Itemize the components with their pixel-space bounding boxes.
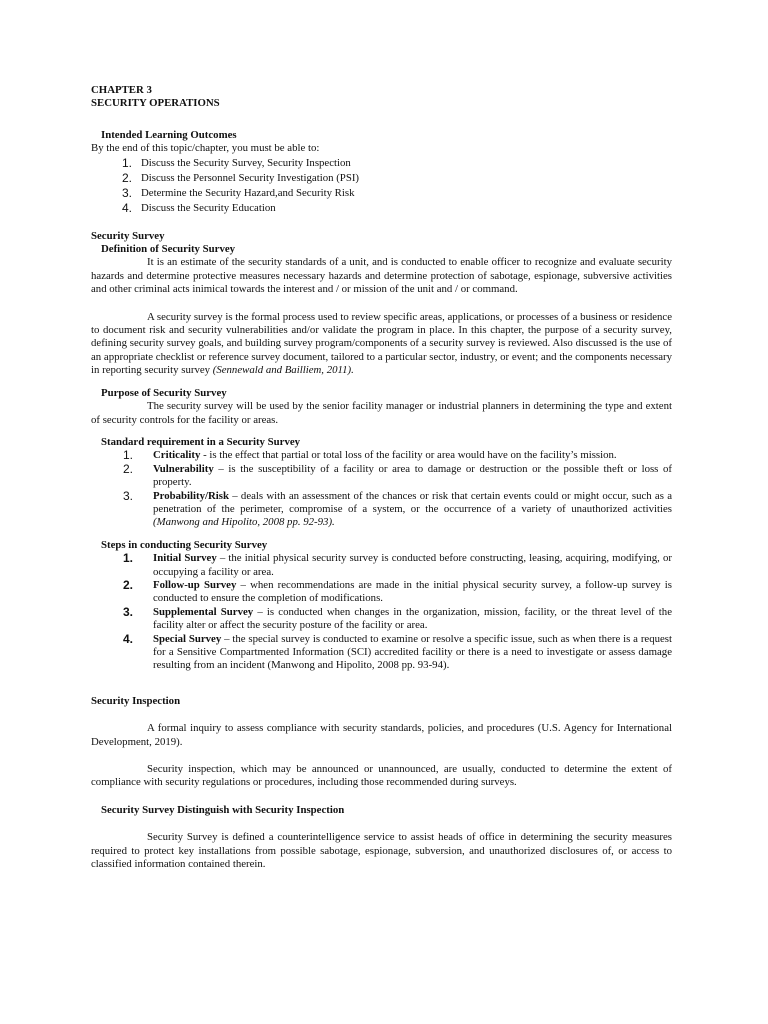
chapter-title: SECURITY OPERATIONS xyxy=(91,97,220,110)
list-number: 3. xyxy=(121,186,132,201)
list-item xyxy=(115,606,672,633)
list-number: 2. xyxy=(123,577,134,592)
list-item xyxy=(115,449,672,462)
list-item-text xyxy=(153,606,672,633)
list-item-text: Discuss the Personnel Security Investigation (PSI) xyxy=(141,172,360,185)
list-item-text xyxy=(153,633,672,673)
list-number: 2. xyxy=(123,461,134,476)
process-text: A security survey is the formal process used to review specific areas, applications, or processes of a business or residence to document risk and security vulnerabilities and/or validate the program in place. In this chapter, the purpose of a security survey, defining security survey goals, and building survey program/components of a security survey is reviewed. Also discussed is the use of an appropriate checklist or reference survey document, tailored to a particular sector, industry, or event; and the components necessary in reporting security survey xyxy=(91,310,672,377)
inspection-paragraph-2: Security inspection, which may be announced or unannounced, are usually, conducted to determine the extent of compliance with security regulations or procedures, including those recommended during surveys. xyxy=(91,763,672,789)
step-text: – the initial physical security survey is conducted before constructing, leasing, acquiring, modifying, or occupying a facility or area. xyxy=(153,552,672,578)
list-item xyxy=(115,490,672,530)
process-citation: (Sennewald and Bailliem, 2011). xyxy=(212,364,354,377)
list-item xyxy=(105,157,672,170)
learning-outcomes-section xyxy=(101,129,672,142)
requirements-list xyxy=(91,449,672,529)
list-number: 2. xyxy=(121,171,132,186)
steps-heading: Steps in conducting Security Survey xyxy=(101,538,268,551)
distinguish-heading: Security Survey Distinguish with Security Inspection xyxy=(101,803,345,816)
step-text: – the special survey is conducted to examine or resolve a specific issue, such as when there is a request for a Sensitive Compartmented Information (SCI) accredited facility or there is a need to investigate or assess damage resulting from an incident (Manwong and Hipolito, 2008 pp. 93-94). xyxy=(153,632,672,672)
list-item-text xyxy=(153,552,672,579)
inspection-paragraph-1: A formal inquiry to assess compliance with security standards, policies, and procedures (U.S. Agency for International Development, 2019). xyxy=(91,722,672,748)
learning-outcomes-heading: Intended Learning Outcomes xyxy=(101,128,237,141)
document-page xyxy=(91,84,672,871)
list-number: 1. xyxy=(123,448,134,463)
list-item xyxy=(115,633,672,673)
purpose-paragraph: The security survey will be used by the senior facility manager or industrial planners in determining the type and extent of security controls for the facility or areas. xyxy=(91,400,672,426)
learning-outcomes-intro: By the end of this topic/chapter, you must be able to: xyxy=(91,142,320,155)
purpose-heading: Purpose of Security Survey xyxy=(101,386,227,399)
list-number: 1. xyxy=(123,551,134,566)
list-item-text: Discuss the Security Education xyxy=(141,202,276,215)
list-item-text xyxy=(153,449,672,462)
requirement-term: Probability/Risk xyxy=(153,489,229,502)
requirement-text: – is the susceptibility of a facility or area to damage or destruction or the possible theft or loss of property. xyxy=(153,462,672,489)
requirement-text: – deals with an assessment of the chances or risk that certain events could or might occur, such as a penetration of the perimeter, compromise of a system, or the occurrence of a variety of unauthorized activities xyxy=(153,489,672,515)
distinguish-paragraph: Security Survey is defined a counterintelligence service to assist heads of office in determining the security measures required to protect key installations from possible sabotage, espionage, subversion, and unauthorized disclosures of, or access to classified information contained therein. xyxy=(91,831,672,871)
requirement-citation: (Manwong and Hipolito, 2008 pp. 92-93). xyxy=(153,516,335,529)
step-term: Special Survey xyxy=(153,632,222,645)
list-number: 1. xyxy=(121,156,132,171)
list-item xyxy=(105,202,672,215)
list-item xyxy=(115,579,672,606)
step-term: Supplemental Survey xyxy=(153,605,254,618)
requirement-text: - is the effect that partial or total loss of the facility or area would have on the facility’s mission. xyxy=(200,449,617,462)
list-item-text: Discuss the Security Survey, Security Inspection xyxy=(141,157,351,170)
list-item xyxy=(115,552,672,579)
requirement-term: Criticality xyxy=(153,449,201,462)
step-term: Initial Survey xyxy=(153,552,217,565)
learning-outcomes-list xyxy=(105,157,672,215)
step-term: Follow-up Survey xyxy=(153,578,237,591)
step-text: – when recommendations are made in the initial physical security survey, a follow-up survey is conducted to ensure the completion of modifications. xyxy=(153,578,672,605)
list-number: 3. xyxy=(123,488,134,503)
requirements-heading: Standard requirement in a Security Survey xyxy=(101,435,301,448)
list-number: 3. xyxy=(123,604,134,619)
list-item-text xyxy=(153,463,672,490)
list-item-text xyxy=(153,579,672,606)
step-text: – is conducted when changes in the organization, mission, facility, or the threat level of the facility alter or affect the security posture of the facility or area. xyxy=(153,605,672,632)
steps-list xyxy=(91,552,672,673)
list-item-text xyxy=(153,490,672,530)
list-item xyxy=(105,187,672,200)
list-number: 4. xyxy=(123,631,134,646)
chapter-number: CHAPTER 3 xyxy=(91,84,152,96)
list-number: 4. xyxy=(121,201,132,216)
definition-paragraph: It is an estimate of the security standards of a unit, and is conducted to enable officer to recognize and evaluate security hazards and determine protective measures necessary hazards and determine protection of sabotage, espionage, subversive activities and other criminal acts inimical towards the interest and / or mission of the unit and / or command. xyxy=(91,256,672,296)
list-item-text: Determine the Security Hazard,and Security Risk xyxy=(141,187,355,200)
requirement-term: Vulnerability xyxy=(153,462,214,475)
security-survey-heading: Security Survey xyxy=(91,229,165,242)
process-paragraph xyxy=(91,311,672,378)
list-item xyxy=(115,463,672,490)
list-item xyxy=(105,172,672,185)
security-inspection-heading: Security Inspection xyxy=(91,694,181,707)
definition-heading: Definition of Security Survey xyxy=(101,243,236,256)
